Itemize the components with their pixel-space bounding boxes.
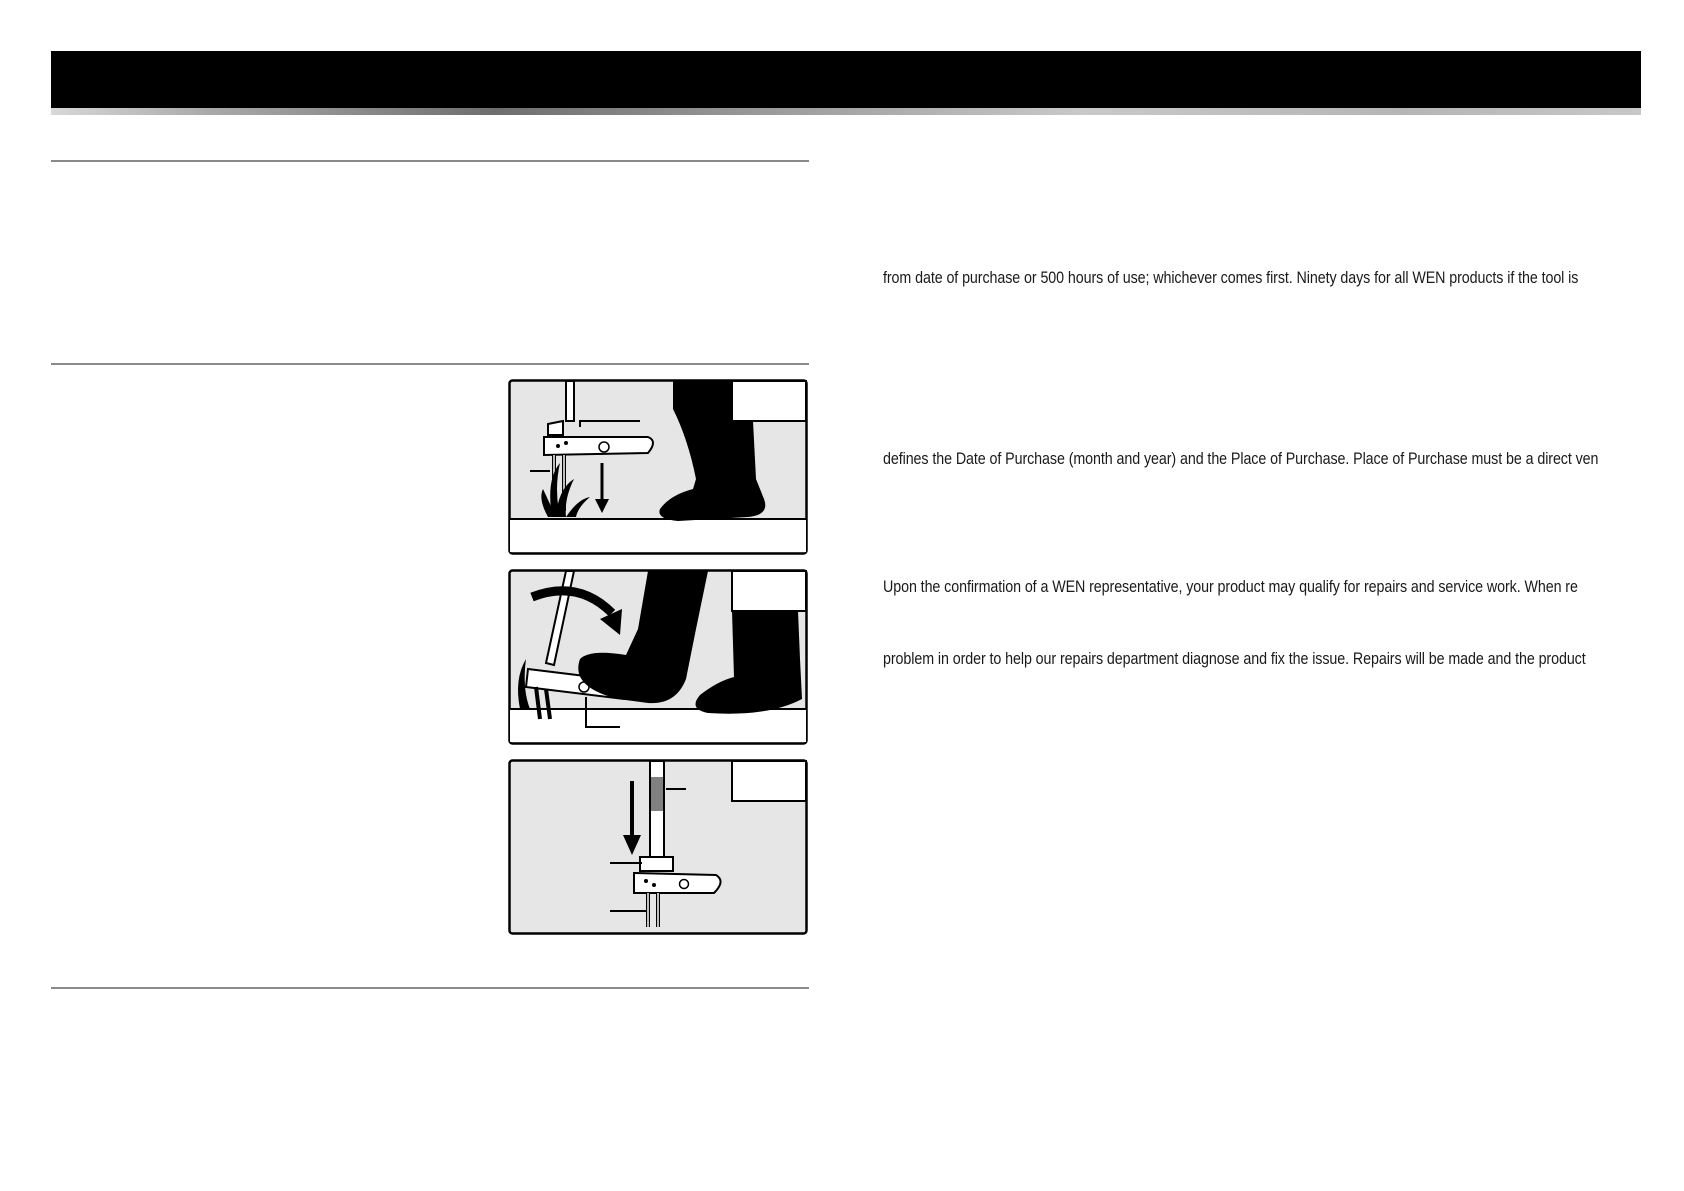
section-divider-3 [51,987,809,989]
section-divider-1 [51,160,809,162]
figure-step-2 [508,569,808,745]
warranty-text-line-4: problem in order to help our repairs department diagnose and fix the issue. Repairs will be made and the product [883,649,1586,668]
section-divider-2 [51,363,809,365]
figure-step-3 [508,759,808,935]
header-gradient-strip [51,108,1641,115]
header-bar [51,51,1641,108]
warranty-text-line-1: from date of purchase or 500 hours of use; whichever comes first. Ninety days for all WEN products if the tool is [883,268,1579,287]
figure-step-1 [508,379,808,555]
warranty-text-line-3: Upon the confirmation of a WEN representative, your product may qualify for repairs and service work. When re [883,577,1578,596]
warranty-text-line-2: defines the Date of Purchase (month and year) and the Place of Purchase. Place of Purchase must be a direct ven [883,449,1599,468]
